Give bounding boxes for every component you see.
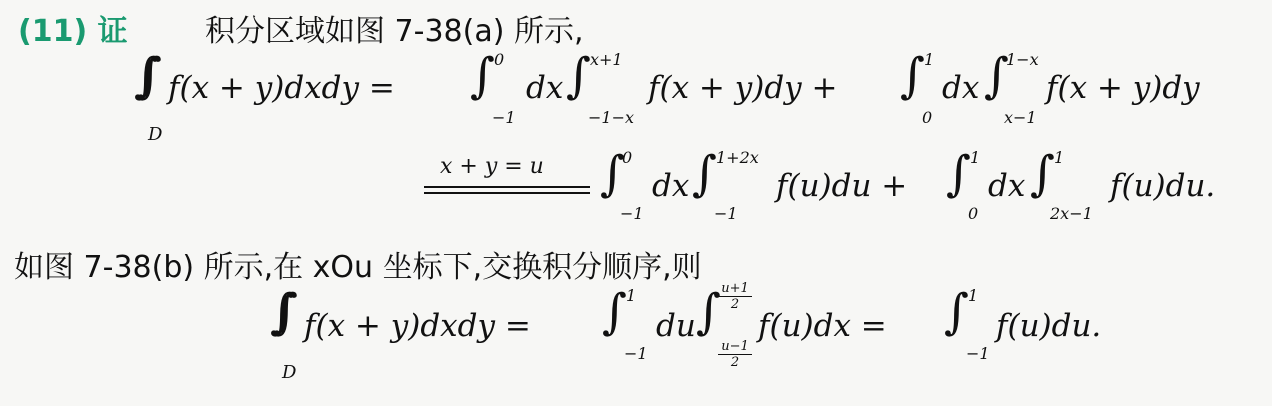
fraction-numerator: u+1 [721,281,749,296]
differential: dx [652,168,690,204]
upper-limit: 1 [1054,148,1065,167]
lhs-integrand: f(x + y)dxdy = [304,308,531,344]
upper-limit: 0 [494,50,505,69]
integrand: f(u)du. [1110,168,1216,204]
upper-limit: 1+2x [716,148,759,167]
region-label: D [282,362,297,383]
differential: du [656,308,696,344]
lower-limit: x−1 [1004,108,1037,127]
lhs-integrand: f(x + y)dxdy = [168,70,395,106]
upper-limit: 1 [626,286,637,305]
upper-limit: 1−x [1006,50,1039,69]
differential: dx [988,168,1026,204]
problem-label: (11) 证 [18,14,128,49]
differential: dx [942,70,980,106]
fraction-numerator: u−1 [721,339,749,354]
lower-limit: 0 [922,108,933,127]
lower-limit: −1 [966,344,990,363]
upper-limit-fraction [718,282,752,311]
differential: dx [526,70,564,106]
lower-limit: −1 [492,108,516,127]
lower-limit-fraction [718,340,752,369]
lower-limit: 0 [968,204,979,223]
integral-symbol: ∫ [602,284,628,340]
region-label: D [148,124,163,145]
integrand: f(u)dx = [758,308,887,344]
integral-symbol: ∫ [600,146,626,202]
double-integral-symbol: ∫∫ [134,48,141,104]
integral-symbol: ∫ [984,48,1010,104]
body-text: 如图 7-38(b) 所示,在 xOu 坐标下,交换积分顺序,则 [14,250,702,285]
lower-limit: −1 [620,204,644,223]
lower-limit: 2x−1 [1050,204,1093,223]
upper-limit: 1 [970,148,981,167]
integral-symbol: ∫ [566,48,592,104]
upper-limit: 0 [622,148,633,167]
upper-limit: x+1 [590,50,623,69]
integral-symbol: ∫ [692,146,718,202]
substitution-equals-line [424,186,590,194]
integrand: f(u)du + [776,168,908,204]
lower-limit: −1 [714,204,738,223]
integral-symbol: ∫ [1030,146,1056,202]
fraction-denominator: 2 [730,355,740,370]
lower-limit: −1−x [588,108,635,127]
integrand: f(x + y)dy [1046,70,1200,106]
integrand: f(u)du. [996,308,1102,344]
upper-limit: 1 [924,50,935,69]
integral-symbol: ∫ [944,284,970,340]
integrand: f(x + y)dy + [648,70,838,106]
integral-symbol: ∫ [900,48,926,104]
integral-symbol: ∫ [696,284,722,340]
integral-symbol: ∫ [470,48,496,104]
upper-limit: 1 [968,286,979,305]
integral-symbol: ∫ [946,146,972,202]
double-integral-symbol: ∫∫ [270,284,277,340]
intro-text: 积分区域如图 7-38(a) 所示, [205,14,584,49]
substitution-label: x + y = u [440,154,544,179]
fraction-denominator: 2 [730,297,740,312]
lower-limit: −1 [624,344,648,363]
